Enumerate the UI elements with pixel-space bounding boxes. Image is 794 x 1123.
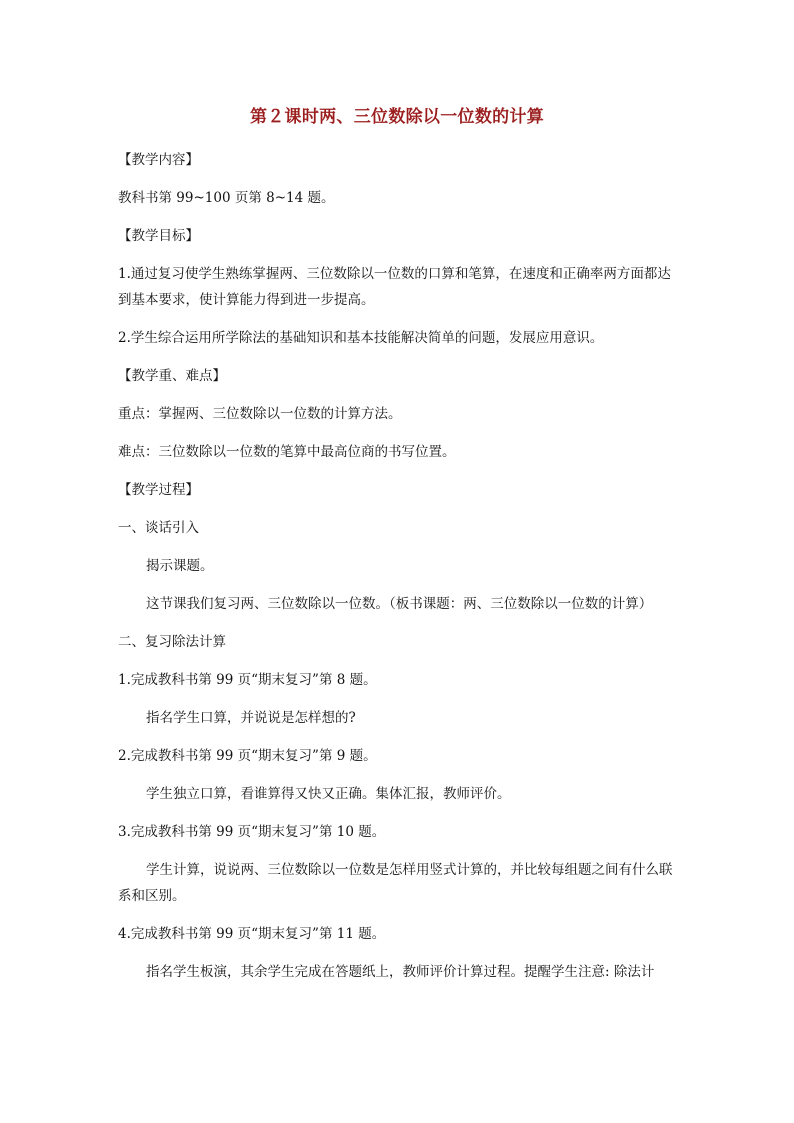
paragraph: 学生计算，说说两、三位数除以一位数是怎样用竖式计算的，并比较每组题之间有什么联系和区别。 — [118, 862, 673, 904]
paragraph: 指名学生口算，并说说是怎样想的? — [146, 710, 356, 726]
paragraph: 学生独立口算，看谁算得又快又正确。集体汇报，教师评价。 — [146, 786, 511, 802]
paragraph: 3.完成教科书第 99 页“期末复习”第 10 题。 — [118, 824, 386, 840]
paragraph: 【教学目标】 — [118, 228, 199, 244]
paragraph: 一、谈话引入 — [118, 520, 199, 536]
paragraph: 【教学重、难点】 — [118, 368, 226, 384]
paragraph: 难点：三位数除以一位数的笔算中最高位商的书写位置。 — [118, 444, 456, 460]
paragraph: 4.完成教科书第 99 页“期末复习”第 11 题。 — [118, 926, 386, 942]
document-title: 第２课时两、三位数除以一位数的计算 — [249, 107, 545, 127]
paragraph: 【教学内容】 — [118, 152, 199, 168]
paragraph: 2.学生综合运用所学除法的基础知识和基本技能解决简单的问题，发展应用意识。 — [118, 330, 604, 346]
paragraph: 指名学生板演，其余学生完成在答题纸上，教师评价计算过程。提醒学生注意: 除法计 — [146, 964, 655, 980]
paragraph: 揭示课题。 — [146, 558, 214, 574]
paragraph: 这节课我们复习两、三位数除以一位数。（板书课题：两、三位数除以一位数的计算） — [146, 596, 653, 612]
document-body — [118, 147, 680, 997]
paragraph: 【教学过程】 — [118, 482, 199, 498]
paragraph: 1.完成教科书第 99 页“期末复习”第 8 题。 — [118, 672, 377, 688]
paragraph: 重点：掌握两、三位数除以一位数的计算方法。 — [118, 406, 402, 422]
paragraph: 教科书第 99~100 页第 8~14 题。 — [118, 190, 335, 206]
paragraph: 2.完成教科书第 99 页“期末复习”第 9 题。 — [118, 748, 377, 764]
paragraph: 二、复习除法计算 — [118, 634, 226, 650]
paragraph: 1.通过复习使学生熟练掌握两、三位数除以一位数的口算和笔算，在速度和正确率两方面都达到基本要求，使计算能力得到进一步提高。 — [118, 266, 671, 308]
